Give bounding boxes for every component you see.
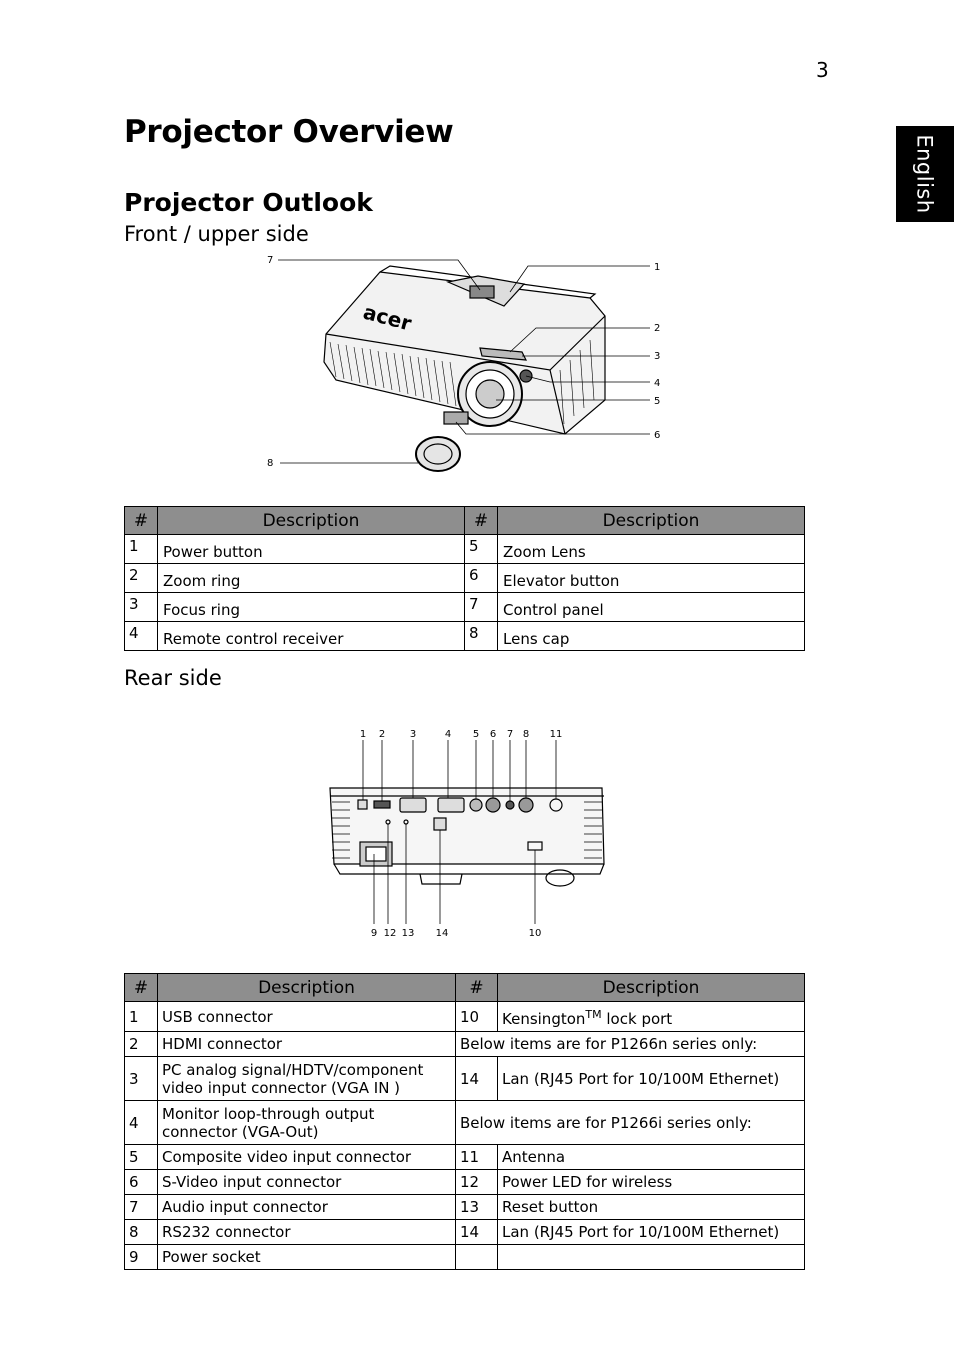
item-number: 1 [125, 1002, 158, 1032]
front-parts-table [124, 506, 805, 651]
rear-callout-8: 8 [522, 729, 530, 740]
item-description: Lens cap [498, 622, 805, 651]
rear-callout-6: 6 [489, 729, 497, 740]
table-header: Description [498, 507, 805, 535]
rear-callout-12: 12 [383, 928, 397, 939]
rear-callout-10: 10 [528, 928, 542, 939]
item-number: 10 [456, 1002, 498, 1032]
front-callout-6: 6 [654, 430, 661, 441]
item-number: 8 [125, 1220, 158, 1245]
table-header: # [465, 507, 498, 535]
table-header: # [456, 974, 498, 1002]
table-header: # [125, 974, 158, 1002]
item-number: 14 [456, 1220, 498, 1245]
series-note: Below items are for P1266n series only: [456, 1032, 805, 1057]
rear-callout-7: 7 [506, 729, 514, 740]
table-row [125, 1245, 805, 1270]
table-row [125, 1032, 805, 1057]
item-number [456, 1245, 498, 1270]
front-callout-1: 1 [654, 262, 661, 273]
item-description: Antenna [498, 1145, 805, 1170]
table-row [125, 1170, 805, 1195]
table-row [125, 1057, 805, 1101]
front-callout-7: 7 [267, 255, 274, 266]
front-logo: acer [360, 299, 415, 336]
table-row [125, 1002, 805, 1032]
page-title: Projector Overview [124, 114, 454, 150]
rear-callout-9: 9 [370, 928, 378, 939]
rear-callout-3: 3 [409, 729, 417, 740]
item-description: Remote control receiver [158, 622, 465, 651]
rear-callout-5: 5 [472, 729, 480, 740]
item-number: 1 [125, 535, 158, 564]
item-description: Zoom ring [158, 564, 465, 593]
rear-heading: Rear side [124, 666, 222, 690]
item-number: 4 [125, 622, 158, 651]
language-tab [896, 126, 954, 222]
item-number: 12 [456, 1170, 498, 1195]
language-tab-label: English [913, 134, 938, 214]
table-row [125, 1101, 805, 1145]
item-number: 2 [125, 564, 158, 593]
projector-rear-illustration [320, 724, 620, 944]
table-row [125, 1220, 805, 1245]
item-description: RS232 connector [158, 1220, 456, 1245]
item-description [498, 1245, 805, 1270]
item-number: 2 [125, 1032, 158, 1057]
item-number: 7 [125, 1195, 158, 1220]
front-callout-5: 5 [654, 396, 661, 407]
item-number: 3 [125, 1057, 158, 1101]
item-number: 11 [456, 1145, 498, 1170]
rear-callout-14: 14 [435, 928, 449, 939]
item-description: PC analog signal/HDTV/component video input connector (VGA IN ) [158, 1057, 456, 1101]
item-number: 4 [125, 1101, 158, 1145]
item-description: Control panel [498, 593, 805, 622]
rear-callout-4: 4 [444, 729, 452, 740]
rear-callout-2: 2 [378, 729, 386, 740]
item-description: Focus ring [158, 593, 465, 622]
item-description: HDMI connector [158, 1032, 456, 1057]
rear-callout-1: 1 [359, 729, 367, 740]
series-note: Below items are for P1266i series only: [456, 1101, 805, 1145]
table-row [125, 1195, 805, 1220]
front-callout-8: 8 [267, 458, 274, 469]
item-description: Composite video input connector [158, 1145, 456, 1170]
item-description: Zoom Lens [498, 535, 805, 564]
table-header: Description [158, 507, 465, 535]
item-number: 5 [125, 1145, 158, 1170]
rear-callout-13: 13 [401, 928, 415, 939]
front-callout-3: 3 [654, 351, 661, 362]
item-number: 14 [456, 1057, 498, 1101]
table-header: Description [498, 974, 805, 1002]
item-description: Elevator button [498, 564, 805, 593]
section-title: Projector Outlook [124, 188, 373, 217]
item-description: USB connector [158, 1002, 456, 1032]
item-number: 7 [465, 593, 498, 622]
trademark-mark: TM [585, 1007, 602, 1021]
front-callout-4: 4 [654, 378, 661, 389]
item-description: Power button [158, 535, 465, 564]
front-heading: Front / upper side [124, 222, 309, 246]
item-number: 6 [465, 564, 498, 593]
lock-port-text: lock port [601, 1009, 673, 1028]
table-row [125, 593, 805, 622]
item-number: 13 [456, 1195, 498, 1220]
table-row [125, 622, 805, 651]
item-number: 5 [465, 535, 498, 564]
projector-front-illustration [260, 252, 680, 487]
front-callout-2: 2 [654, 323, 661, 334]
item-description [498, 1002, 805, 1032]
item-number: 3 [125, 593, 158, 622]
item-description: Power LED for wireless [498, 1170, 805, 1195]
table-row [125, 564, 805, 593]
item-description: Reset button [498, 1195, 805, 1220]
item-description: Audio input connector [158, 1195, 456, 1220]
table-row [125, 1145, 805, 1170]
item-number: 8 [465, 622, 498, 651]
rear-parts-table [124, 973, 805, 1270]
page-number: 3 [816, 58, 829, 82]
item-description: Lan (RJ45 Port for 10/100M Ethernet) [498, 1057, 805, 1101]
item-description: Power socket [158, 1245, 456, 1270]
item-description: Lan (RJ45 Port for 10/100M Ethernet) [498, 1220, 805, 1245]
table-header: # [125, 507, 158, 535]
item-number: 9 [125, 1245, 158, 1270]
item-description: S-Video input connector [158, 1170, 456, 1195]
item-number: 6 [125, 1170, 158, 1195]
rear-callout-11: 11 [549, 729, 563, 740]
table-row [125, 535, 805, 564]
item-description: Monitor loop-through output connector (VGA-Out) [158, 1101, 456, 1145]
kensington-text: Kensington [502, 1009, 586, 1028]
table-header: Description [158, 974, 456, 1002]
